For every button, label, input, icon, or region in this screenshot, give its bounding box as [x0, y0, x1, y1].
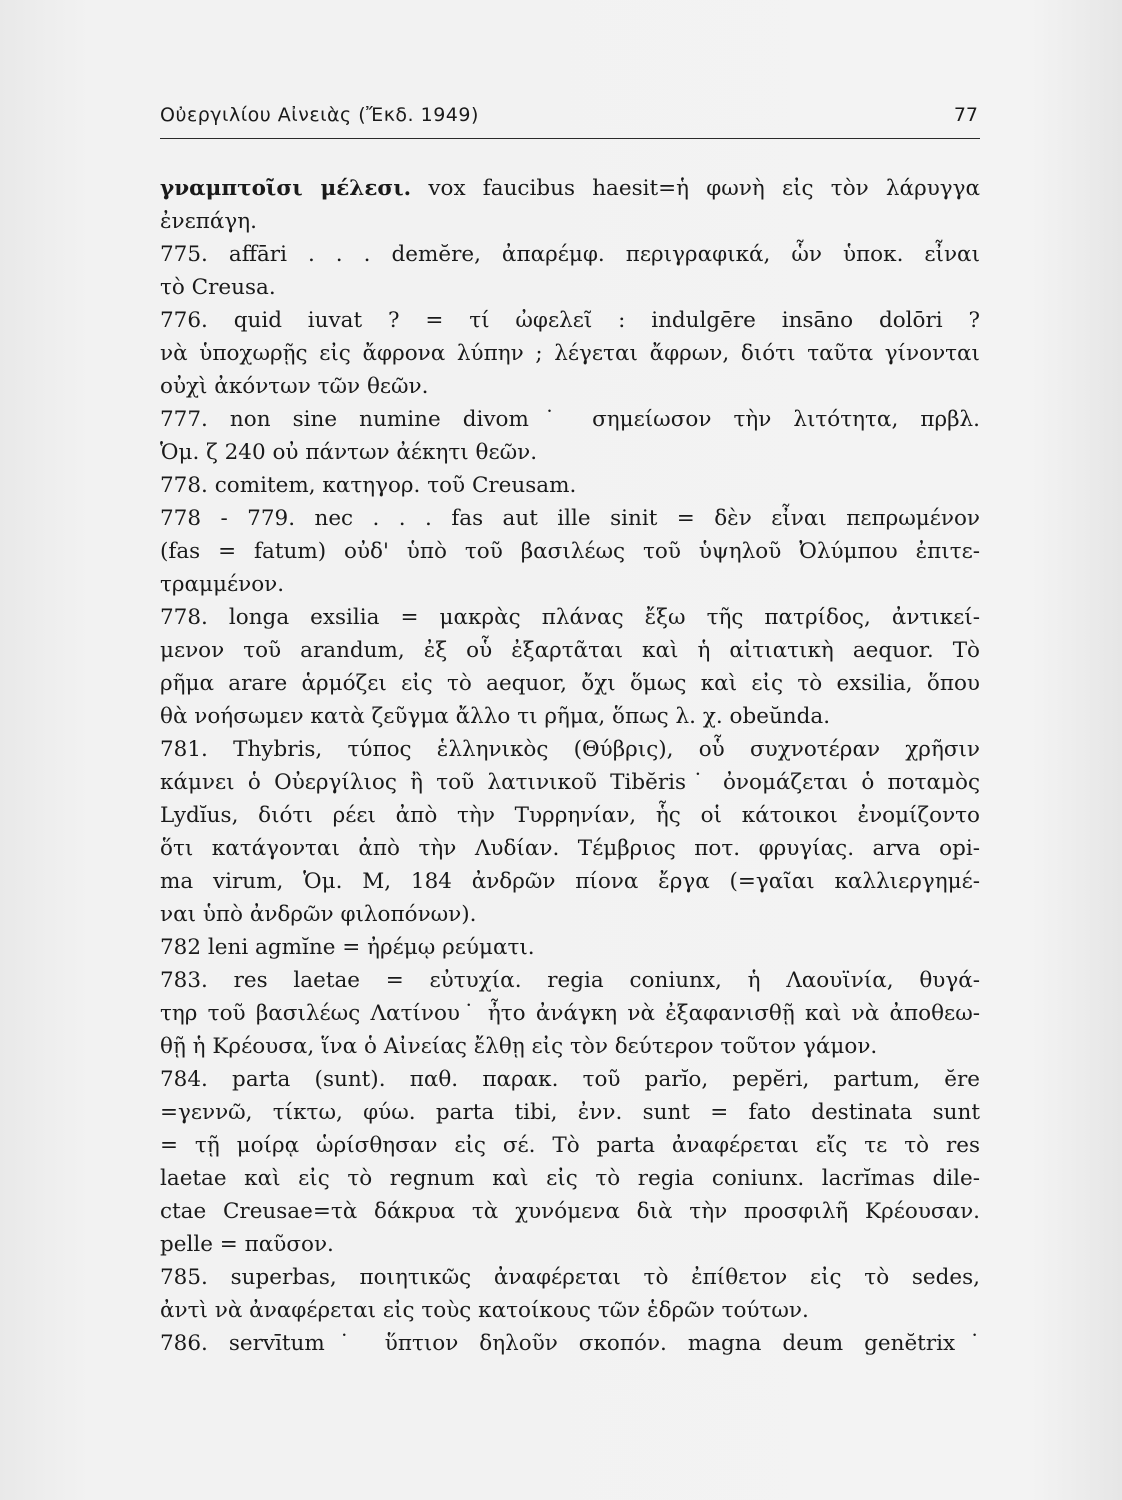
text-line: [160, 238, 980, 271]
line-text: ἐνεπάγη.: [160, 209, 257, 234]
line-text: vox faucibus haesit=ἡ φωνὴ εἰς τὸν λάρυγγα: [411, 176, 980, 201]
line-text: νὰ ὑποχωρῇς εἰς ἄφρονα λύπην ; λέγεται ἄφρων, διότι ταῦτα γίνονται: [160, 341, 980, 366]
text-line: [160, 1096, 980, 1129]
text-line: [160, 865, 980, 898]
text-line: [160, 1294, 980, 1327]
line-text: ρῆμα arare ἁρμόζει εἰς τὸ aequor, ὄχι ὅμως καὶ εἰς τὸ exsilia, ὅπου: [160, 671, 980, 696]
line-text: τηρ τοῦ βασιλέως Λατίνου˙ ἦτο ἀνάγκη νὰ ἐξαφανισθῇ καὶ νὰ ἀποθεω-: [160, 1001, 980, 1026]
line-text: 782 leni agmĭne = ἠρέμῳ ρεύματι.: [160, 935, 535, 960]
line-text: Ὁμ. ζ 240 οὐ πάντων ἀέκητι θεῶν.: [160, 440, 538, 465]
text-line: [160, 700, 980, 733]
line-text: κάμνει ὁ Οὐεργίλιος ἢ τοῦ λατινικοῦ Tibĕris˙ ὀνομάζεται ὁ ποταμὸς: [160, 770, 980, 795]
text-line: [160, 1162, 980, 1195]
line-text: τραμμένον.: [160, 572, 285, 597]
line-text: θὰ νοήσωμεν κατὰ ζεῦγμα ἄλλο τι ρῆμα, ὅπως λ. χ. obeŭnda.: [160, 704, 831, 729]
text-line: [160, 1063, 980, 1096]
header-title: Οὐεργιλίου Αἰνειὰς (Ἔκδ. 1949): [160, 104, 479, 126]
line-text: ὅτι κατάγονται ἀπὸ τὴν Λυδίαν. Τέμβριος ποτ. φρυγίας. arva opi-: [160, 836, 980, 861]
line-text: ma virum, Ὁμ. Μ, 184 ἀνδρῶν πίονα ἔργα (=γαῖαι καλλιεργημέ-: [160, 869, 980, 894]
bold-phrase: γναμπτοῖσι μέλεσι.: [160, 176, 412, 201]
text-line: [160, 172, 980, 205]
text-line: [160, 799, 980, 832]
text-line: [160, 1327, 980, 1360]
text-line: [160, 535, 980, 568]
page-number: 77: [953, 104, 978, 126]
text-line: [160, 337, 980, 370]
line-text: ctae Creusae=τὰ δάκρυα τὰ χυνόμενα διὰ τὴν προσφιλῆ Κρέουσαν.: [160, 1199, 980, 1224]
commentary-text: [160, 172, 980, 1360]
text-line: [160, 304, 980, 337]
text-line: [160, 931, 980, 964]
text-line: [160, 271, 980, 304]
text-line: [160, 997, 980, 1030]
line-text: = τῇ μοίρᾳ ὡρίσθησαν εἰς σέ. Τὸ parta ἀναφέρεται εἴς τε τὸ res: [160, 1133, 980, 1158]
line-text: ἀντὶ νὰ ἀναφέρεται εἰς τοὺς κατοίκους τῶν ἑδρῶν τούτων.: [160, 1298, 809, 1323]
text-line: [160, 1228, 980, 1261]
text-line: [160, 568, 980, 601]
line-text: ναι ὑπὸ ἀνδρῶν φιλοπόνων).: [160, 902, 477, 927]
line-text: laetae καὶ εἰς τὸ regnum καὶ εἰς τὸ regia coniunx. lacrĭmas dile-: [160, 1166, 980, 1191]
line-text: 781. Thybris, τύπος ἑλληνικὸς (Θύβρις), οὗ συχνοτέραν χρῆσιν: [160, 737, 980, 762]
line-text: θῇ ἡ Κρέουσα, ἵνα ὁ Αἰνείας ἔλθῃ εἰς τὸν δεύτερον τοῦτον γάμον.: [160, 1034, 878, 1059]
line-text: 786. servītum˙ ὕπτιον δηλοῦν σκοπόν. magna deum genĕtrix˙: [160, 1331, 980, 1356]
text-line: [160, 832, 980, 865]
line-text: 777. non sine numine divom˙ σημείωσον τὴν λιτότητα, πρβλ.: [160, 407, 980, 432]
text-line: [160, 1129, 980, 1162]
line-text: 775. affāri . . . demĕre, ἀπαρέμφ. περιγραφικά, ὧν ὑποκ. εἶναι: [160, 242, 980, 267]
text-line: [160, 898, 980, 931]
line-text: (fas = fatum) οὐδ' ὑπὸ τοῦ βασιλέως τοῦ ὑψηλοῦ Ὀλύμπου ἐπιτε-: [160, 539, 980, 564]
line-text: =γεννῶ, τίκτω, φύω. parta tibi, ἐνν. sunt = fato destinata sunt: [160, 1100, 980, 1125]
text-line: [160, 1030, 980, 1063]
line-text: 776. quid iuvat ? = τί ὠφελεῖ : indulgēre insāno dolōri ?: [160, 308, 980, 333]
text-line: [160, 205, 980, 238]
text-line: [160, 502, 980, 535]
line-text: 783. res laetae = εὐτυχία. regia coniunx, ἡ Λαουϊνία, θυγά-: [160, 968, 980, 993]
line-text: 778. comitem, κατηγορ. τοῦ Creusam.: [160, 473, 577, 498]
text-line: [160, 634, 980, 667]
text-line: [160, 370, 980, 403]
text-line: [160, 1261, 980, 1294]
text-line: [160, 436, 980, 469]
line-text: 778. longa exsilia = μακρὰς πλάνας ἔξω τῆς πατρίδος, ἀντικεί-: [160, 605, 980, 630]
text-line: [160, 766, 980, 799]
text-line: [160, 964, 980, 997]
line-text: 778 - 779. nec . . . fas aut ille sinit = δὲν εἶναι πεπρωμένον: [160, 506, 980, 531]
line-text: μενον τοῦ arandum, ἐξ οὗ ἐξαρτᾶται καὶ ἡ αἰτιατικὴ aequor. Τὸ: [160, 638, 980, 663]
line-text: 785. superbas, ποιητικῶς ἀναφέρεται τὸ ἐπίθετον εἰς τὸ sedes,: [160, 1265, 980, 1290]
running-header: [160, 104, 980, 139]
text-line: [160, 469, 980, 502]
line-text: pelle = παῦσον.: [160, 1232, 334, 1257]
text-line: [160, 667, 980, 700]
text-line: [160, 403, 980, 436]
text-line: [160, 1195, 980, 1228]
line-text: οὐχὶ ἀκόντων τῶν θεῶν.: [160, 374, 429, 399]
line-text: Lydĭus, διότι ρέει ἀπὸ τὴν Τυρρηνίαν, ἧς οἱ κάτοικοι ἐνομίζοντο: [160, 803, 980, 828]
text-line: [160, 601, 980, 634]
line-text: τὸ Creusa.: [160, 275, 276, 300]
line-text: 784. parta (sunt). παθ. παρακ. τοῦ parĭo, pepĕri, partum, ĕre: [160, 1067, 980, 1092]
text-line: [160, 733, 980, 766]
